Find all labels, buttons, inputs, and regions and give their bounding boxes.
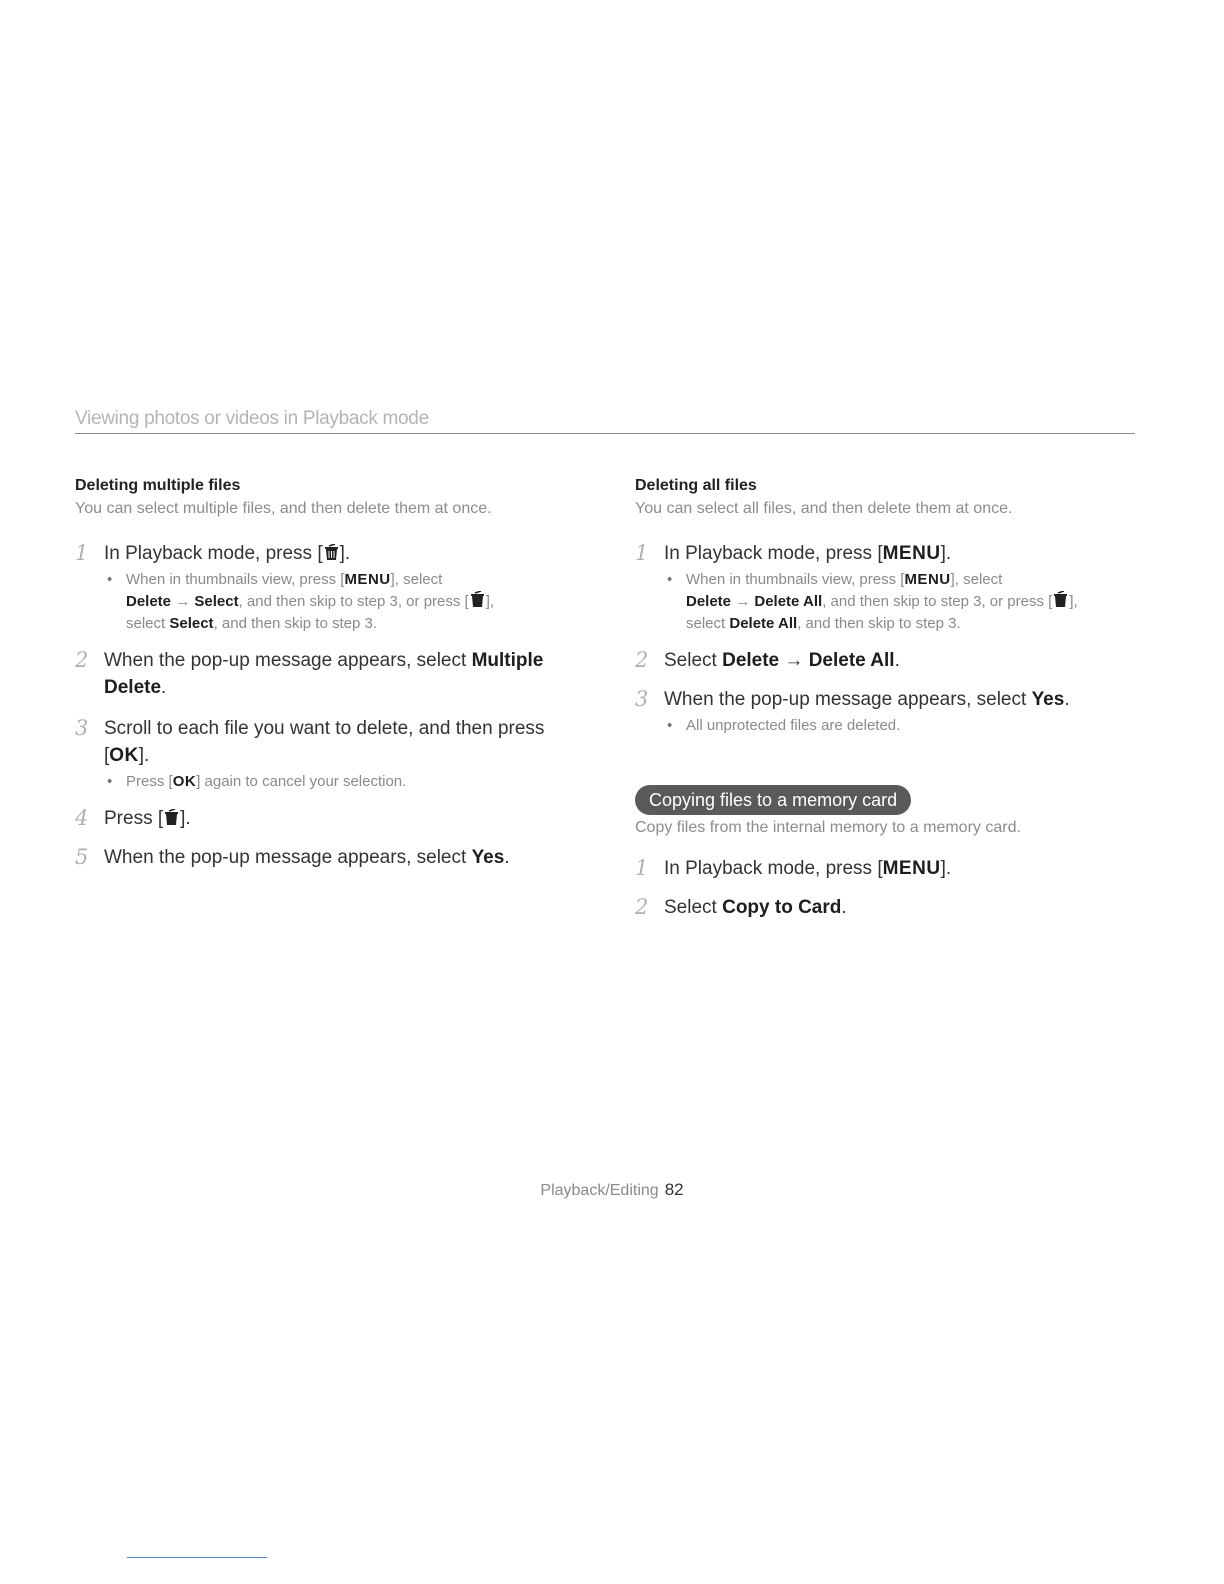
section-delete-multiple: [75, 476, 575, 871]
section-intro: Copy files from the internal memory to a memory card.: [635, 819, 1021, 836]
divider: [127, 1557, 267, 1558]
copy-step-1: 1 In Playback mode, press [MENU].: [635, 856, 952, 880]
page-header: Viewing photos or videos in Playback mode: [75, 408, 1135, 434]
step-number: 4: [75, 806, 89, 830]
step-1-notes: [664, 569, 1135, 635]
section-delete-all: [635, 476, 1135, 921]
step-3-notes: [664, 715, 1135, 737]
step-number: 5: [75, 845, 89, 869]
step-3: 3 Scroll to each file you want to delete, and then press [OK]. • Press [OK] again to cancel your selection.: [75, 715, 575, 793]
section-banner: Copying files to a memory card: [635, 785, 911, 815]
section-title: Deleting all files: [635, 477, 757, 494]
copy-step-2: 2 Select Copy to Card.: [635, 895, 847, 919]
step-number: 2: [635, 648, 649, 672]
section-title: Deleting multiple files: [75, 477, 241, 494]
step-number: 1: [635, 541, 649, 565]
trash-icon: [164, 809, 179, 826]
step-number: 3: [635, 687, 649, 711]
note-item: • All unprotected files are deleted.: [664, 715, 1135, 737]
page-footer: [0, 1180, 1224, 1200]
trash-icon: [324, 544, 339, 561]
note-item: • When in thumbnails view, press [MENU], select Delete → Delete All, and then skip to step 3, or press [ ], select Delete All, and then skip to step 3.: [664, 569, 1135, 635]
section-intro: You can select multiple files, and then delete them at once.: [75, 500, 492, 517]
step-1: 1 In Playback mode, press [ ]. • When in thumbnails view, press [MENU], select Delete → Select, and then skip to step 3, or press [ ], select Select, and then skip to step 3.: [75, 540, 575, 635]
step-1: 1 In Playback mode, press [MENU]. • When in thumbnails view, press [MENU], select Delete → Delete All, and then skip to step 3, or press [ ], select Delete All, and then skip to step 3.: [635, 540, 1135, 635]
trash-icon: [1053, 591, 1068, 608]
note-item: • Press [OK] again to cancel your selection.: [104, 771, 575, 793]
step-number: 1: [75, 541, 89, 565]
step-4: 4 Press [ ].: [75, 806, 191, 830]
page-number: 82: [664, 1180, 684, 1199]
step-5: 5 When the pop-up message appears, select Yes.: [75, 845, 510, 869]
step-number: 1: [635, 856, 649, 880]
step-1-notes: [104, 569, 575, 635]
step-number: 3: [75, 716, 89, 740]
note-item: • When in thumbnails view, press [MENU], select Delete → Select, and then skip to step 3, or press [ ], select Select, and then skip to step 3.: [104, 569, 575, 635]
step-3: 3 When the pop-up message appears, select Yes. • All unprotected files are deleted.: [635, 686, 1135, 737]
section-intro: You can select all files, and then delete them at once.: [635, 500, 1013, 517]
step-2: 2 Select Delete → Delete All.: [635, 648, 900, 672]
footer-section: Playback/Editing: [540, 1182, 659, 1199]
step-2: 2 When the pop-up message appears, select Multiple Delete.: [75, 648, 544, 698]
step-number: 2: [75, 648, 89, 672]
step-number: 2: [635, 895, 649, 919]
trash-icon: [470, 591, 485, 608]
step-3-notes: [104, 771, 575, 793]
